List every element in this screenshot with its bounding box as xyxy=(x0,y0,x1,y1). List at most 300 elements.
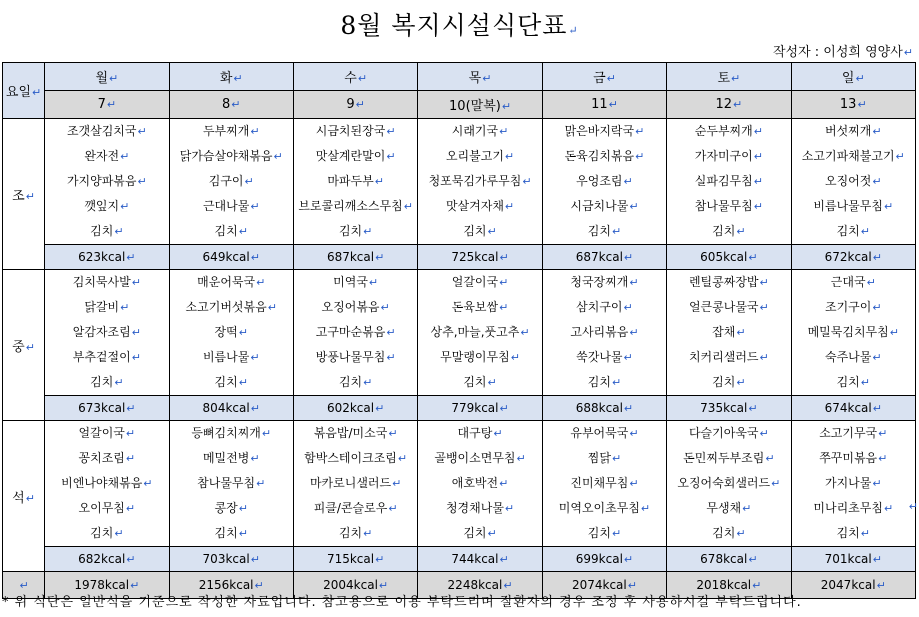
menu-item-text: 깻잎지 xyxy=(84,199,120,213)
menu-item xyxy=(418,119,541,144)
menu-item xyxy=(667,345,790,370)
menu-item xyxy=(45,194,168,219)
menu-item-text: 소고기무국 xyxy=(819,426,878,440)
menu-item-text: 미역국 xyxy=(333,275,368,289)
menu-item-text: 피클/콘슬로우 xyxy=(313,501,388,515)
row-label-header xyxy=(3,63,45,119)
menu-item-text: 실파김무침 xyxy=(694,174,753,188)
return-mark: ↵ xyxy=(908,500,918,513)
kcal-cell xyxy=(45,547,169,572)
menu-cell xyxy=(169,270,293,396)
menu-item xyxy=(170,320,293,345)
menu-item xyxy=(543,446,666,471)
menu-item-text: 삼치구이 xyxy=(576,300,623,314)
kcal-value: 744kcal xyxy=(451,552,499,566)
return-mark: ↵ xyxy=(629,427,639,440)
menu-item-text: 가자미구이 xyxy=(694,149,753,163)
menu-item xyxy=(418,194,541,219)
kcal-value: 682kcal xyxy=(78,552,126,566)
kcal-cell xyxy=(293,547,417,572)
total-kcal-value: 1978kcal xyxy=(74,578,130,592)
kcal-cell xyxy=(667,547,791,572)
date-value: 10(말복) xyxy=(449,99,501,114)
menu-item xyxy=(543,320,666,345)
return-mark: ↵ xyxy=(114,376,124,389)
date-header xyxy=(293,91,417,119)
menu-item xyxy=(667,421,790,446)
menu-item-text: 진미채무침 xyxy=(570,476,629,490)
return-mark: ↵ xyxy=(386,326,396,339)
menu-item-text: 쑥갓나물 xyxy=(576,350,623,364)
menu-item xyxy=(294,496,417,521)
kcal-cell xyxy=(418,396,542,421)
menu-item xyxy=(294,370,417,395)
meal-items-row xyxy=(3,270,916,396)
menu-item-text: 시금치나물 xyxy=(570,199,629,213)
menu-item xyxy=(170,496,293,521)
kcal-cell xyxy=(542,396,666,421)
return-mark: ↵ xyxy=(503,579,513,592)
return-mark: ↵ xyxy=(120,150,130,163)
menu-item-text: 근대나물 xyxy=(202,199,250,213)
menu-item-text: 김치 xyxy=(712,526,736,540)
menu-item-text: 김치 xyxy=(463,526,487,540)
kcal-value: 672kcal xyxy=(824,250,872,264)
return-mark: ↵ xyxy=(238,527,248,540)
menu-item-text: 김치 xyxy=(712,224,736,238)
menu-item xyxy=(792,194,915,219)
kcal-cell xyxy=(791,396,915,421)
return-mark: ↵ xyxy=(872,402,882,415)
return-mark: ↵ xyxy=(635,150,645,163)
kcal-value: 678kcal xyxy=(700,552,748,566)
menu-cell xyxy=(542,119,666,245)
return-mark: ↵ xyxy=(522,175,532,188)
menu-item xyxy=(170,370,293,395)
total-kcal-value: 2004kcal xyxy=(323,578,378,592)
menu-item xyxy=(294,194,417,219)
menu-item xyxy=(667,144,790,169)
menu-item xyxy=(170,295,293,320)
return-mark: ↵ xyxy=(866,276,876,289)
return-mark: ↵ xyxy=(878,452,888,465)
return-mark: ↵ xyxy=(635,125,645,138)
menu-item xyxy=(170,169,293,194)
menu-item xyxy=(45,144,168,169)
menu-cell xyxy=(418,119,542,245)
menu-cell xyxy=(293,119,417,245)
menu-item xyxy=(45,119,168,144)
return-mark: ↵ xyxy=(504,150,515,163)
menu-item xyxy=(45,295,168,320)
menu-item xyxy=(170,421,293,446)
return-mark: ↵ xyxy=(748,553,758,566)
menu-item-text: 완자전 xyxy=(84,149,120,163)
menu-cell xyxy=(667,119,791,245)
menu-item-text: 맛살계란말이 xyxy=(315,149,386,163)
menu-item xyxy=(294,295,417,320)
return-mark: ↵ xyxy=(25,491,35,505)
total-kcal xyxy=(791,572,915,599)
menu-item xyxy=(667,169,790,194)
return-mark: ↵ xyxy=(120,301,130,314)
menu-item-text: 꽁치조림 xyxy=(78,451,125,465)
menu-item xyxy=(543,471,666,496)
menu-cell xyxy=(667,421,791,547)
return-mark: ↵ xyxy=(244,175,254,188)
kcal-value: 623kcal xyxy=(78,250,126,264)
return-mark: ↵ xyxy=(748,402,758,415)
menu-item xyxy=(294,320,417,345)
menu-item-text: 닭가슴살야채볶음 xyxy=(179,149,273,163)
menu-item xyxy=(543,119,666,144)
menu-item-text: 버섯찌개 xyxy=(824,124,872,138)
menu-item-text: 다슬기아욱국 xyxy=(688,426,759,440)
kcal-cell xyxy=(45,245,169,270)
menu-cell xyxy=(418,421,542,547)
menu-item-text: 김치 xyxy=(587,224,611,238)
day-header xyxy=(542,63,666,91)
menu-item xyxy=(418,496,541,521)
menu-item-text: 김치 xyxy=(338,375,363,389)
kcal-value: 674kcal xyxy=(824,401,872,415)
return-mark: ↵ xyxy=(504,200,515,213)
return-mark: ↵ xyxy=(25,340,35,354)
meal-label xyxy=(3,421,45,572)
return-mark: ↵ xyxy=(233,72,243,85)
meal-kcal-row xyxy=(3,396,916,421)
menu-item-text: 김치 xyxy=(214,375,238,389)
menu-item xyxy=(667,194,790,219)
menu-item-text: 미나리초무침 xyxy=(813,501,883,515)
return-mark: ↵ xyxy=(889,326,899,339)
return-mark: ↵ xyxy=(499,553,509,566)
menu-item xyxy=(543,295,666,320)
menu-item-text: 가지양파볶음 xyxy=(66,174,137,188)
menu-item-text: 참나물무침 xyxy=(197,476,256,490)
menu-item-text: 김치 xyxy=(463,224,487,238)
menu-item-text: 김치 xyxy=(836,526,860,540)
day-name: 목 xyxy=(468,71,482,86)
kcal-value: 687kcal xyxy=(326,250,375,264)
return-mark: ↵ xyxy=(876,579,886,592)
menu-item-text: 미역오이초무침 xyxy=(558,501,640,515)
menu-item-text: 김치묵사발 xyxy=(72,275,131,289)
meal-label-text: 중 xyxy=(12,339,25,355)
meal-kcal-row xyxy=(3,547,916,572)
menu-cell xyxy=(293,421,417,547)
date-value: 13 xyxy=(839,97,857,112)
day-name: 일 xyxy=(841,71,855,86)
menu-item xyxy=(667,446,790,471)
menu-item xyxy=(792,471,915,496)
return-mark: ↵ xyxy=(499,402,509,415)
return-mark: ↵ xyxy=(759,351,769,364)
menu-item-text: 김치 xyxy=(214,224,238,238)
kcal-cell xyxy=(667,245,791,270)
kcal-cell xyxy=(169,245,293,270)
menu-item-text: 돈민찌두부조림 xyxy=(683,451,765,465)
menu-item-text: 찜닭 xyxy=(587,451,611,465)
menu-item-text: 메밀전병 xyxy=(202,451,250,465)
return-mark: ↵ xyxy=(114,527,124,540)
menu-item xyxy=(792,446,915,471)
kcal-value: 735kcal xyxy=(700,401,748,415)
menu-item xyxy=(170,521,293,546)
menu-item xyxy=(294,521,417,546)
kcal-cell xyxy=(293,245,417,270)
menu-item xyxy=(45,471,168,496)
menu-item xyxy=(45,370,168,395)
meal-label-text: 조 xyxy=(12,188,25,204)
return-mark: ↵ xyxy=(883,502,894,515)
menu-item xyxy=(543,421,666,446)
day-name: 토 xyxy=(717,71,731,86)
menu-item xyxy=(418,144,541,169)
return-mark: ↵ xyxy=(736,225,746,238)
menu-item-text: 오이무침 xyxy=(78,501,125,515)
return-mark: ↵ xyxy=(608,98,618,111)
return-mark: ↵ xyxy=(493,427,503,440)
kcal-value: 725kcal xyxy=(451,250,499,264)
menu-item xyxy=(667,119,790,144)
date-header-row xyxy=(3,91,916,119)
return-mark: ↵ xyxy=(254,579,264,592)
return-mark: ↵ xyxy=(765,452,775,465)
menu-item-text: 청경채나물 xyxy=(445,501,504,515)
return-mark: ↵ xyxy=(499,251,509,264)
meal-label xyxy=(3,119,45,270)
kcal-cell xyxy=(542,245,666,270)
menu-item-text: 청국장찌개 xyxy=(570,275,629,289)
return-mark: ↵ xyxy=(386,125,396,138)
return-mark: ↵ xyxy=(238,326,248,339)
return-mark: ↵ xyxy=(238,376,248,389)
menu-item xyxy=(792,496,915,521)
return-mark: ↵ xyxy=(375,251,385,264)
return-mark: ↵ xyxy=(482,72,492,85)
menu-cell xyxy=(45,421,169,547)
return-mark: ↵ xyxy=(629,200,639,213)
return-mark: ↵ xyxy=(137,125,147,138)
row-label-header-text: 요일 xyxy=(5,85,32,100)
return-mark: ↵ xyxy=(872,477,882,490)
menu-item xyxy=(294,144,417,169)
menu-item xyxy=(294,446,417,471)
menu-item-text: 대구탕 xyxy=(457,426,493,440)
menu-item-text: 참나물무침 xyxy=(694,199,753,213)
menu-item xyxy=(792,295,915,320)
kcal-value: 703kcal xyxy=(202,552,250,566)
date-header xyxy=(169,91,293,119)
return-mark: ↵ xyxy=(250,351,260,364)
return-mark: ↵ xyxy=(759,301,769,314)
return-mark: ↵ xyxy=(388,502,398,515)
menu-item-text: 마파두부 xyxy=(327,174,374,188)
menu-item-text: 얼갈이국 xyxy=(78,426,125,440)
menu-item xyxy=(792,270,915,295)
menu-item xyxy=(294,169,417,194)
menu-item-text: 방풍나물무침 xyxy=(315,350,386,364)
menu-item-text: 얼갈이국 xyxy=(451,275,499,289)
total-kcal-value: 2074kcal xyxy=(571,578,627,592)
date-value: 9 xyxy=(346,97,355,112)
return-mark: ↵ xyxy=(487,225,497,238)
menu-item xyxy=(418,320,541,345)
return-mark: ↵ xyxy=(771,477,781,490)
menu-item-text: 소고기파채불고기 xyxy=(801,149,895,163)
kcal-cell xyxy=(169,547,293,572)
menu-item xyxy=(543,194,666,219)
total-kcal-value: 2156kcal xyxy=(198,578,254,592)
return-mark: ↵ xyxy=(611,527,622,540)
menu-item xyxy=(170,345,293,370)
return-mark: ↵ xyxy=(368,276,379,289)
date-value: 12 xyxy=(715,97,733,112)
meal-label xyxy=(3,270,45,421)
kcal-value: 673kcal xyxy=(78,401,126,415)
return-mark: ↵ xyxy=(857,98,867,111)
return-mark: ↵ xyxy=(623,175,633,188)
menu-item-text: 오리불고기 xyxy=(445,149,504,163)
menu-item xyxy=(418,370,541,395)
menu-cell xyxy=(169,421,293,547)
menu-item xyxy=(418,471,541,496)
meal-label-text: 석 xyxy=(12,490,25,506)
menu-item-text: 상추,마늘,풋고추 xyxy=(430,325,520,339)
return-mark: ↵ xyxy=(267,301,277,314)
return-mark: ↵ xyxy=(250,125,260,138)
menu-item-text: 닭갈비 xyxy=(84,300,120,314)
menu-item-text: 콩장 xyxy=(214,501,238,515)
menu-item-text: 렌틸콩짜장밥 xyxy=(688,275,759,289)
date-value: 8 xyxy=(221,97,231,112)
return-mark: ↵ xyxy=(611,376,622,389)
return-mark: ↵ xyxy=(860,225,870,238)
return-mark: ↵ xyxy=(143,477,153,490)
menu-item xyxy=(45,521,168,546)
menu-item xyxy=(792,169,915,194)
return-mark: ↵ xyxy=(606,72,616,85)
return-mark: ↵ xyxy=(627,579,637,592)
date-value: 11 xyxy=(591,97,608,112)
return-mark: ↵ xyxy=(510,351,520,364)
return-mark: ↵ xyxy=(872,553,882,566)
menu-item xyxy=(543,169,666,194)
return-mark: ↵ xyxy=(487,527,497,540)
return-mark: ↵ xyxy=(611,452,622,465)
menu-item-text: 마카로니샐러드 xyxy=(309,476,392,490)
menu-item xyxy=(792,521,915,546)
menu-item-text: 김구이 xyxy=(208,174,244,188)
menu-cell xyxy=(791,270,915,396)
menu-item xyxy=(418,169,541,194)
return-mark: ↵ xyxy=(499,125,509,138)
menu-item-text: 비름나물무침 xyxy=(813,199,883,213)
return-mark: ↵ xyxy=(516,452,526,465)
return-mark: ↵ xyxy=(623,251,634,264)
menu-item-text: 오징어볶음 xyxy=(321,300,380,314)
return-mark: ↵ xyxy=(742,502,752,515)
menu-cell xyxy=(169,119,293,245)
return-mark: ↵ xyxy=(231,98,241,111)
return-mark: ↵ xyxy=(126,251,136,264)
menu-item-text: 맑은바지락국 xyxy=(564,124,635,138)
menu-item xyxy=(667,496,790,521)
menu-item-text: 장떡 xyxy=(214,325,238,339)
menu-item xyxy=(45,219,168,244)
return-mark: ↵ xyxy=(363,376,373,389)
menu-item-text: 돈육김치볶음 xyxy=(564,149,635,163)
return-mark: ↵ xyxy=(388,427,398,440)
day-header xyxy=(791,63,915,91)
kcal-cell xyxy=(418,245,542,270)
return-mark: ↵ xyxy=(130,579,140,592)
total-kcal-value: 2018kcal xyxy=(696,578,752,592)
menu-item-text: 김치 xyxy=(587,375,611,389)
menu-item-text: 김치 xyxy=(90,375,114,389)
menu-item-text: 알감자조림 xyxy=(72,325,131,339)
menu-item xyxy=(45,270,168,295)
menu-item-text: 비름나물 xyxy=(202,350,250,364)
return-mark: ↵ xyxy=(125,427,136,440)
menu-item-text: 유부어묵국 xyxy=(570,426,629,440)
return-mark: ↵ xyxy=(731,72,741,85)
menu-item-text: 시금치된장국 xyxy=(315,124,386,138)
return-mark: ↵ xyxy=(759,276,769,289)
day-header xyxy=(169,63,293,91)
return-mark: ↵ xyxy=(355,98,365,111)
menu-item-text: 메밀묵김치무침 xyxy=(807,325,889,339)
date-header xyxy=(45,91,169,119)
menu-item xyxy=(792,320,915,345)
return-mark: ↵ xyxy=(736,326,746,339)
menu-item xyxy=(543,219,666,244)
author-line: 작성자 : 이성희 영양사↵ xyxy=(772,45,913,60)
return-mark: ↵ xyxy=(855,72,865,85)
kcal-cell xyxy=(418,547,542,572)
return-mark: ↵ xyxy=(733,98,743,111)
menu-cell xyxy=(418,270,542,396)
return-mark: ↵ xyxy=(357,72,368,85)
return-mark: ↵ xyxy=(753,175,763,188)
menu-item xyxy=(418,421,541,446)
return-mark: ↵ xyxy=(753,200,763,213)
menu-item-text: 맛살겨자채 xyxy=(445,199,504,213)
day-header xyxy=(293,63,417,91)
kcal-value: 688kcal xyxy=(575,401,623,415)
meal-items-row xyxy=(3,119,916,245)
menu-item-text: 김치 xyxy=(338,526,363,540)
menu-cell xyxy=(542,421,666,547)
return-mark: ↵ xyxy=(125,502,136,515)
menu-cell xyxy=(791,421,915,547)
day-header-row xyxy=(3,63,916,91)
menu-item-text: 숙주나물 xyxy=(824,350,872,364)
menu-cell xyxy=(791,119,915,245)
menu-item-text: 우엉조림 xyxy=(576,174,623,188)
menu-item-text: 애호박전 xyxy=(451,476,499,490)
menu-item-text: 김치 xyxy=(90,224,114,238)
return-mark: ↵ xyxy=(872,125,882,138)
return-mark: ↵ xyxy=(250,452,260,465)
menu-item xyxy=(543,345,666,370)
day-header xyxy=(45,63,169,91)
menu-item xyxy=(170,446,293,471)
kcal-cell xyxy=(667,396,791,421)
return-mark: ↵ xyxy=(736,527,746,540)
menu-item-text: 근대국 xyxy=(830,275,866,289)
